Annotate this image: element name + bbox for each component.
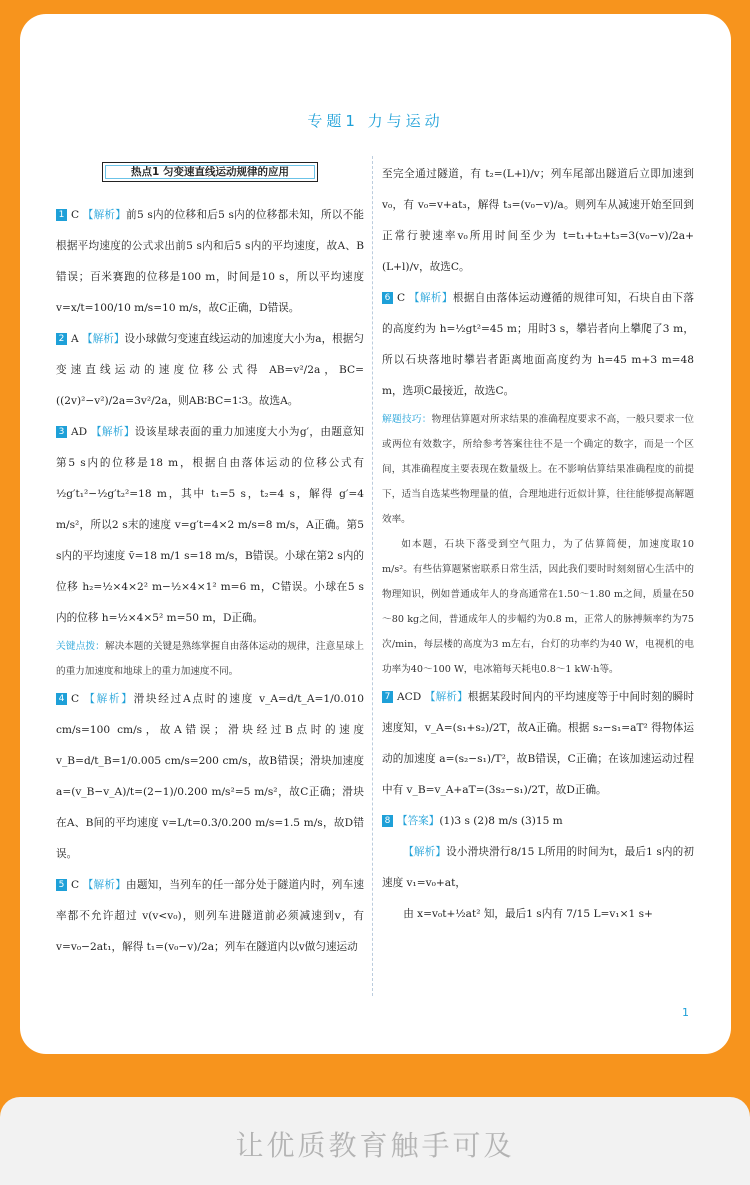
- answer-item: 1 C 【解析】前5 s内的位移和后5 s内的位移都未知，所以不能根据平均速度的公式求出前5 s内和后5 s内的平均速度，故A、B错误；百米赛跑的位移是100 m，时间是10 s，所以平均速度 v=x/t=100/10 m/s=10 m/s，故C正确，D错误。: [56, 209, 365, 314]
- answer-text: 设该星球表面的重力加速度大小为g′，由题意知第5 s内的位移是18 m，根据自由落体运动的位移公式有 ½g′t₁²−½g′t₂²=18 m，其中 t₁=5 s，t₂=4 s，解得 g′=4 m/s²，所以2 s末的速度 v=g′t=4×2 m/s=8 m/s，A正确。第5 s内的平均速度 v̄=18 m/1 s=18 m/s，B错误。小球在第2 s内的位移 h₂=½×4×2² m−½×4×1² m=6 m，C错误。小球在5 s内的位移 h=½×4×5² m=50 m，D正确。: [56, 426, 365, 624]
- question-number: 5: [56, 879, 67, 891]
- analysis-label: 【解析】: [82, 209, 127, 221]
- right-column: [382, 159, 694, 930]
- analysis-paragraph: 由 x=v₀t+½at² 知，最后1 s内有 7/15 L=v₁×1 s+: [403, 908, 653, 920]
- analysis-label: 【解析】: [408, 292, 453, 304]
- solving-tip-example: 如本题，石块下落受到空气阻力，为了估算简便，加速度取10 m/s²。有些估算题紧密联系日常生活，因此我们要时时刻刻留心生活中的物理知识，例如普通成年人的身高通常在1.50～1.80 m之间，质量在50～80 kg之间，普通成年人的步幅约为0.8 m，正常人的脉搏频率约为75次/min，每层楼的高度为3 m左右，台灯的功率约为40 W，电视机的电功率为40～100 W，电冰箱每天耗电0.8～1 kW·h等。: [382, 539, 694, 675]
- answer-text: 根据自由落体运动遵循的规律可知，石块自由下落的高度约为 h=½gt²=45 m；用时3 s，攀岩者向上攀爬了3 m，所以石块落地时攀岩者距离地面高度约为 h=45 m+3 m=48 m，选项C最接近，故选C。: [382, 292, 695, 397]
- answer-text: 滑块经过A点时的速度 v_A=d/t_A=1/0.010 cm/s=100 cm/s，故A错误；滑块经过B点时的速度 v_B=d/t_B=1/0.005 cm/s=200 cm/s，故B错误；滑块加速度 a=(v_B−v_A)/t=(2−1)/0.200 m/s²=5 m/s²，故C正确；滑块在A、B间的平均速度 v=L/t=0.3/0.200 m/s=1.5 m/s，故D错误。: [56, 693, 365, 860]
- answer-text: 由题知，当列车的任一部分处于隧道内时，列车速率都不允许超过 v(v<v₀)，则列车进隧道前必须减速到v，有 v=v₀−2at₁，解得 t₁=(v₀−v)/2a；列车在隧道内以v做匀速运动: [56, 879, 365, 953]
- answer-text: 前5 s内的位移和后5 s内的位移都未知，所以不能根据平均速度的公式求出前5 s内和后5 s内的平均速度，故A、B错误；百米赛跑的位移是100 m，时间是10 s，所以平均速度 v=x/t=100/10 m/s=10 m/s，故C正确，D错误。: [56, 209, 365, 314]
- page-title: 专题1 力与运动: [307, 112, 444, 130]
- document-page: [20, 14, 731, 1054]
- analysis-label: 【解析】: [82, 879, 127, 891]
- answer-item: 3 AD 【解析】设该星球表面的重力加速度大小为g′，由题意知第5 s内的位移是18 m，根据自由落体运动的位移公式有 ½g′t₁²−½g′t₂²=18 m，其中 t₁=5 s，t₂=4 s，解得 g′=4 m/s²，所以2 s末的速度 v=g′t=4×2 m/s=8 m/s，A正确。第5 s内的平均速度 v̄=18 m/1 s=18 m/s，B错误。小球在第2 s内的位移 h₂=½×4×2² m−½×4×1² m=6 m，C错误。小球在5 s内的位移 h=½×4×5² m=50 m，D正确。: [56, 426, 365, 624]
- analysis-label: 【解析】: [84, 693, 134, 705]
- answer-item: 2 A 【解析】设小球做匀变速直线运动的加速度大小为a，根据匀变速直线运动的速度位移公式得 AB=v²/2a，BC=((2v)²−v²)/2a=3v²/2a，则AB∶BC=1∶3。故选A。: [56, 333, 364, 407]
- analysis-label: 【解析】: [82, 333, 125, 345]
- left-column: [56, 200, 364, 963]
- key-point-label: 关键点拨：: [56, 641, 105, 652]
- question-number: 8: [382, 815, 393, 827]
- question-number: 7: [382, 691, 393, 703]
- answer-item: 4 C 【解析】滑块经过A点时的速度 v_A=d/t_A=1/0.010 cm/s=100 cm/s，故A错误；滑块经过B点时的速度 v_B=d/t_B=1/0.005 cm/s=200 cm/s，故B错误；滑块加速度 a=(v_B−v_A)/t=(2−1)/0.200 m/s²=5 m/s²，故C正确；滑块在A、B间的平均速度 v=L/t=0.3/0.200 m/s=1.5 m/s，故D错误。: [56, 693, 365, 860]
- solving-tip-note: 解题技巧：物理估算题对所求结果的准确程度要求不高，一般只要求一位或两位有效数字，所给参考答案往往不是一个确定的数字，而是一个区间，其准确程度主要表现在数量级上。在不影响估算结果准确程度的前提下，适当自选某些物理量的值，合理地进行近似计算，往往能够提高解题效率。: [382, 414, 695, 525]
- answer-item: 6 C 【解析】根据自由落体运动遵循的规律可知，石块自由下落的高度约为 h=½gt²=45 m；用时3 s，攀岩者向上攀爬了3 m，所以石块落地时攀岩者距离地面高度约为 h=45 m+3 m=48 m，选项C最接近，故选C。: [382, 292, 695, 397]
- answer-item: 7 ACD 【解析】根据某段时间内的平均速度等于中间时刻的瞬时速度知，v_A=(s₁+s₂)/2T，故A正确。根据 s₂−s₁=aT² 得物体运动的加速度 a=(s₂−s₁)/T²，故B错误，C正确；在该加速运动过程中有 v_B=v_A+aT=(3s₂−s₁)/2T，故D正确。: [382, 691, 695, 796]
- section-heading: 热点1 匀变速直线运动规律的应用: [102, 162, 318, 182]
- answer-text: (1)3 s (2)8 m/s (3)15 m: [439, 815, 563, 827]
- answer-item: 5 C 【解析】由题知，当列车的任一部分处于隧道内时，列车速率都不允许超过 v(v<v₀)，则列车进隧道前必须减速到v，有 v=v₀−2at₁，解得 t₁=(v₀−v)/2a；列车在隧道内以v做匀速运动: [56, 879, 365, 953]
- analysis-label: 【解析】: [90, 426, 135, 438]
- answer-item: [382, 806, 694, 837]
- analysis-label: 【解析】: [424, 691, 468, 703]
- question-number: 2: [56, 333, 67, 345]
- answer-text: 设小球做匀变速直线运动的加速度大小为a，根据匀变速直线运动的速度位移公式得 AB=v²/2a，BC=((2v)²−v²)/2a=3v²/2a，则AB∶BC=1∶3。故选A。: [56, 333, 364, 407]
- answer-text: 根据某段时间内的平均速度等于中间时刻的瞬时速度知，v_A=(s₁+s₂)/2T，故A正确。根据 s₂−s₁=aT² 得物体运动的加速度 a=(s₂−s₁)/T²，故B错误，C正确；在该加速运动过程中有 v_B=v_A+aT=(3s₂−s₁)/2T，故D正确。: [382, 691, 695, 796]
- page-number: 1: [682, 1006, 689, 1019]
- footer-slogan: 让优质教育触手可及: [235, 1129, 515, 1162]
- question-number: 4: [56, 693, 67, 705]
- solving-tip-label: 解题技巧：: [382, 414, 432, 425]
- question-number: 3: [56, 426, 67, 438]
- question-number: 6: [382, 292, 393, 304]
- key-point-note: 关键点拨：解决本题的关键是熟练掌握自由落体运动的规律，注意星球上的重力加速度和地球上的重力加速度不同。: [56, 641, 365, 677]
- analysis-label: 【解析】: [403, 846, 447, 858]
- question-number: 1: [56, 209, 67, 221]
- answer-continuation: 至完全通过隧道，有 t₂=(L+l)/v；列车尾部出隧道后立即加速到v₀，有 v₀=v+at₃，解得 t₃=(v₀−v)/a。则列车从减速开始至回到正常行驶速率v₀所用时间至少为 t=t₁+t₂+t₃=3(v₀−v)/2a+(L+l)/v，故选C。: [382, 168, 694, 273]
- analysis-paragraph: 【解析】设小滑块滑行8/15 L所用的时间为t，最后1 s内的初速度 v₁=v₀+at，: [382, 846, 694, 889]
- answer-label: 【答案】: [397, 815, 440, 827]
- column-divider: [372, 156, 373, 996]
